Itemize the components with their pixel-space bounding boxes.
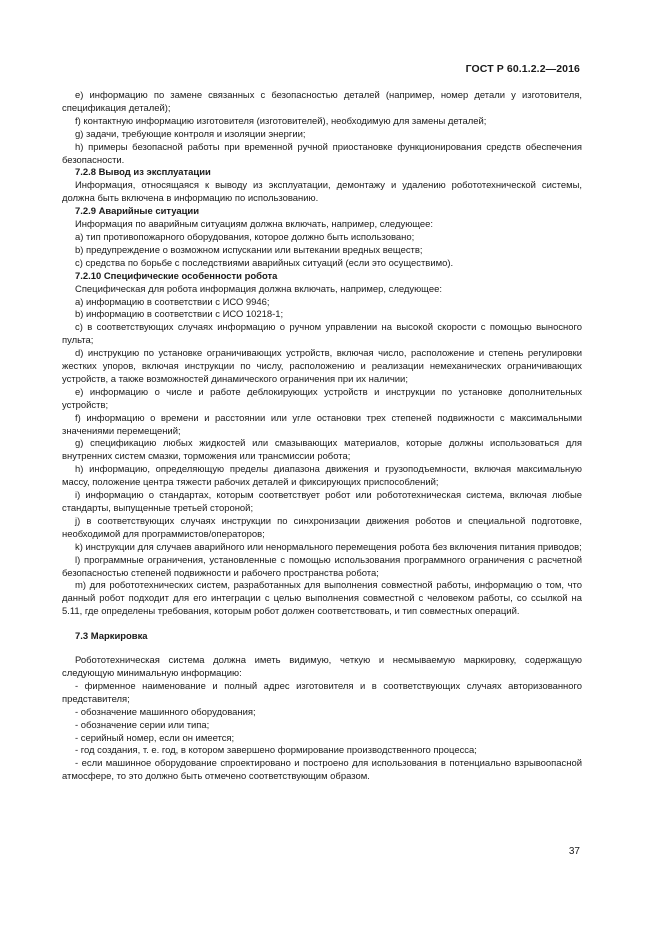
list-item: b) информацию в соответствии с ИСО 10218-1; (75, 309, 284, 321)
list-item: a) информацию в соответствии с ИСО 9946; (75, 296, 270, 308)
list-item: k) инструкции для случаев аварийного или ненормального перемещения робота без включения питания приводов; (75, 541, 582, 553)
paragraph: Информация по аварийным ситуациям должна включать, например, следующее: (75, 219, 434, 231)
list-item: m) для робототехнических систем, разработанных для выполнения совместной работы, информацию о том, что данный робот подходит для его интеграции с целью выполнения совместной с человеком работы, со ссылкой на 5.11, где определены требования, которым робот должен соответствовать, и тип совместных операций. (62, 580, 582, 618)
list-item: l) программные ограничения, установленные с помощью использования программного ограничения с расчетной безопасностью степеней подвижности и рабочего пространства робота; (62, 554, 582, 579)
list-item: - обозначение серии или типа; (75, 719, 210, 731)
list-item: g) задачи, требующие контроля и изоляции энергии; (75, 128, 306, 140)
section-heading-7-3: 7.3 Маркировка (75, 631, 148, 643)
list-item: g) спецификацию любых жидкостей или смазывающих материалов, которые должны использоваться для внутренних систем смазки, торможения или трансмиссии робота; (62, 438, 582, 463)
list-item: c) в соответствующих случаях информацию о ручном управлении на высокой скорости с помощью выносного пульта; (62, 322, 582, 347)
document-body (62, 90, 582, 784)
list-item: i) информацию о стандартах, которым соответствует робот или робототехническая система, включая любые стандарты, выпущенные третьей стороной; (62, 490, 582, 514)
list-item: e) информацию о числе и работе деблокирующих устройств и инструкции по установке дополнительных устройств; (62, 386, 582, 411)
list-item: j) в соответствующих случаях инструкции по синхронизации движения роботов и специальной подготовке, необходимой для программистов/операторов; (62, 515, 582, 540)
document-id: ГОСТ Р 60.1.2.2—2016 (465, 63, 580, 75)
list-item: - серийный номер, если он имеется; (75, 732, 235, 744)
section-heading-7-2-9: 7.2.9 Аварийные ситуации (75, 206, 200, 218)
list-item: c) средства по борьбе с последствиями аварийных ситуаций (если это осуществимо). (75, 257, 454, 269)
list-item: b) предупреждение о возможном испускании или вытекании вредных веществ; (75, 244, 423, 256)
list-item: - фирменное наименование и полный адрес изготовителя и в соответствующих случаях авторизованного представителя; (62, 680, 582, 705)
list-item: - обозначение машинного оборудования; (75, 706, 256, 718)
list-item: - год создания, т. е. год, в котором завершено формирование производственного процесса; (75, 745, 477, 757)
list-item: h) информацию, определяющую пределы диапазона движения и грузоподъемности, включая максимальную массу, положение центра тяжести рабочих деталей и фиксирующих приспособлений; (62, 464, 582, 489)
section-heading-7-2-10: 7.2.10 Специфические особенности робота (75, 270, 278, 282)
paragraph: Информация, относящаяся к выводу из эксплуатации, демонтажу и удалению робототехнической системы, должна быть включена в информацию по использованию. (62, 180, 582, 205)
list-item: e) информацию по замене связанных с безопасностью деталей (например, номер детали у изготовителя, спецификация деталей); (62, 90, 582, 114)
paragraph: Робототехническая система должна иметь видимую, четкую и несмываемую маркировку, содержащую следующую минимальную информацию: (62, 655, 582, 679)
list-item: f) информацию о времени и расстоянии или угле остановки трех степеней подвижности с максимальными значениями перемещений; (62, 412, 582, 437)
list-item: f) контактную информацию изготовителя (изготовителей), необходимую для замены деталей; (75, 115, 487, 127)
list-item: h) примеры безопасной работы при временной ручной приостановке функционирования средств обеспечения безопасности. (62, 141, 582, 166)
page-number: 37 (568, 846, 580, 857)
list-item: d) инструкцию по установке ограничивающих устройств, включая число, расположение и степень регулировки жестких упоров, включая инструкции по числу, расположению и реализации немеханических ограничивающих устройств, а также возможностей динамического ограничения при их наличии; (62, 348, 582, 385)
section-heading-7-2-8: 7.2.8 Вывод из эксплуатации (75, 167, 211, 179)
list-item: - если машинное оборудование спроектировано и построено для использования в потенциально взрывоопасной атмосфере, то это должно быть отмечено соответствующим образом. (62, 758, 582, 783)
list-item: a) тип противопожарного оборудования, которое должно быть использовано; (75, 231, 415, 243)
paragraph: Специфическая для робота информация должна включать, например, следующее: (75, 283, 442, 295)
